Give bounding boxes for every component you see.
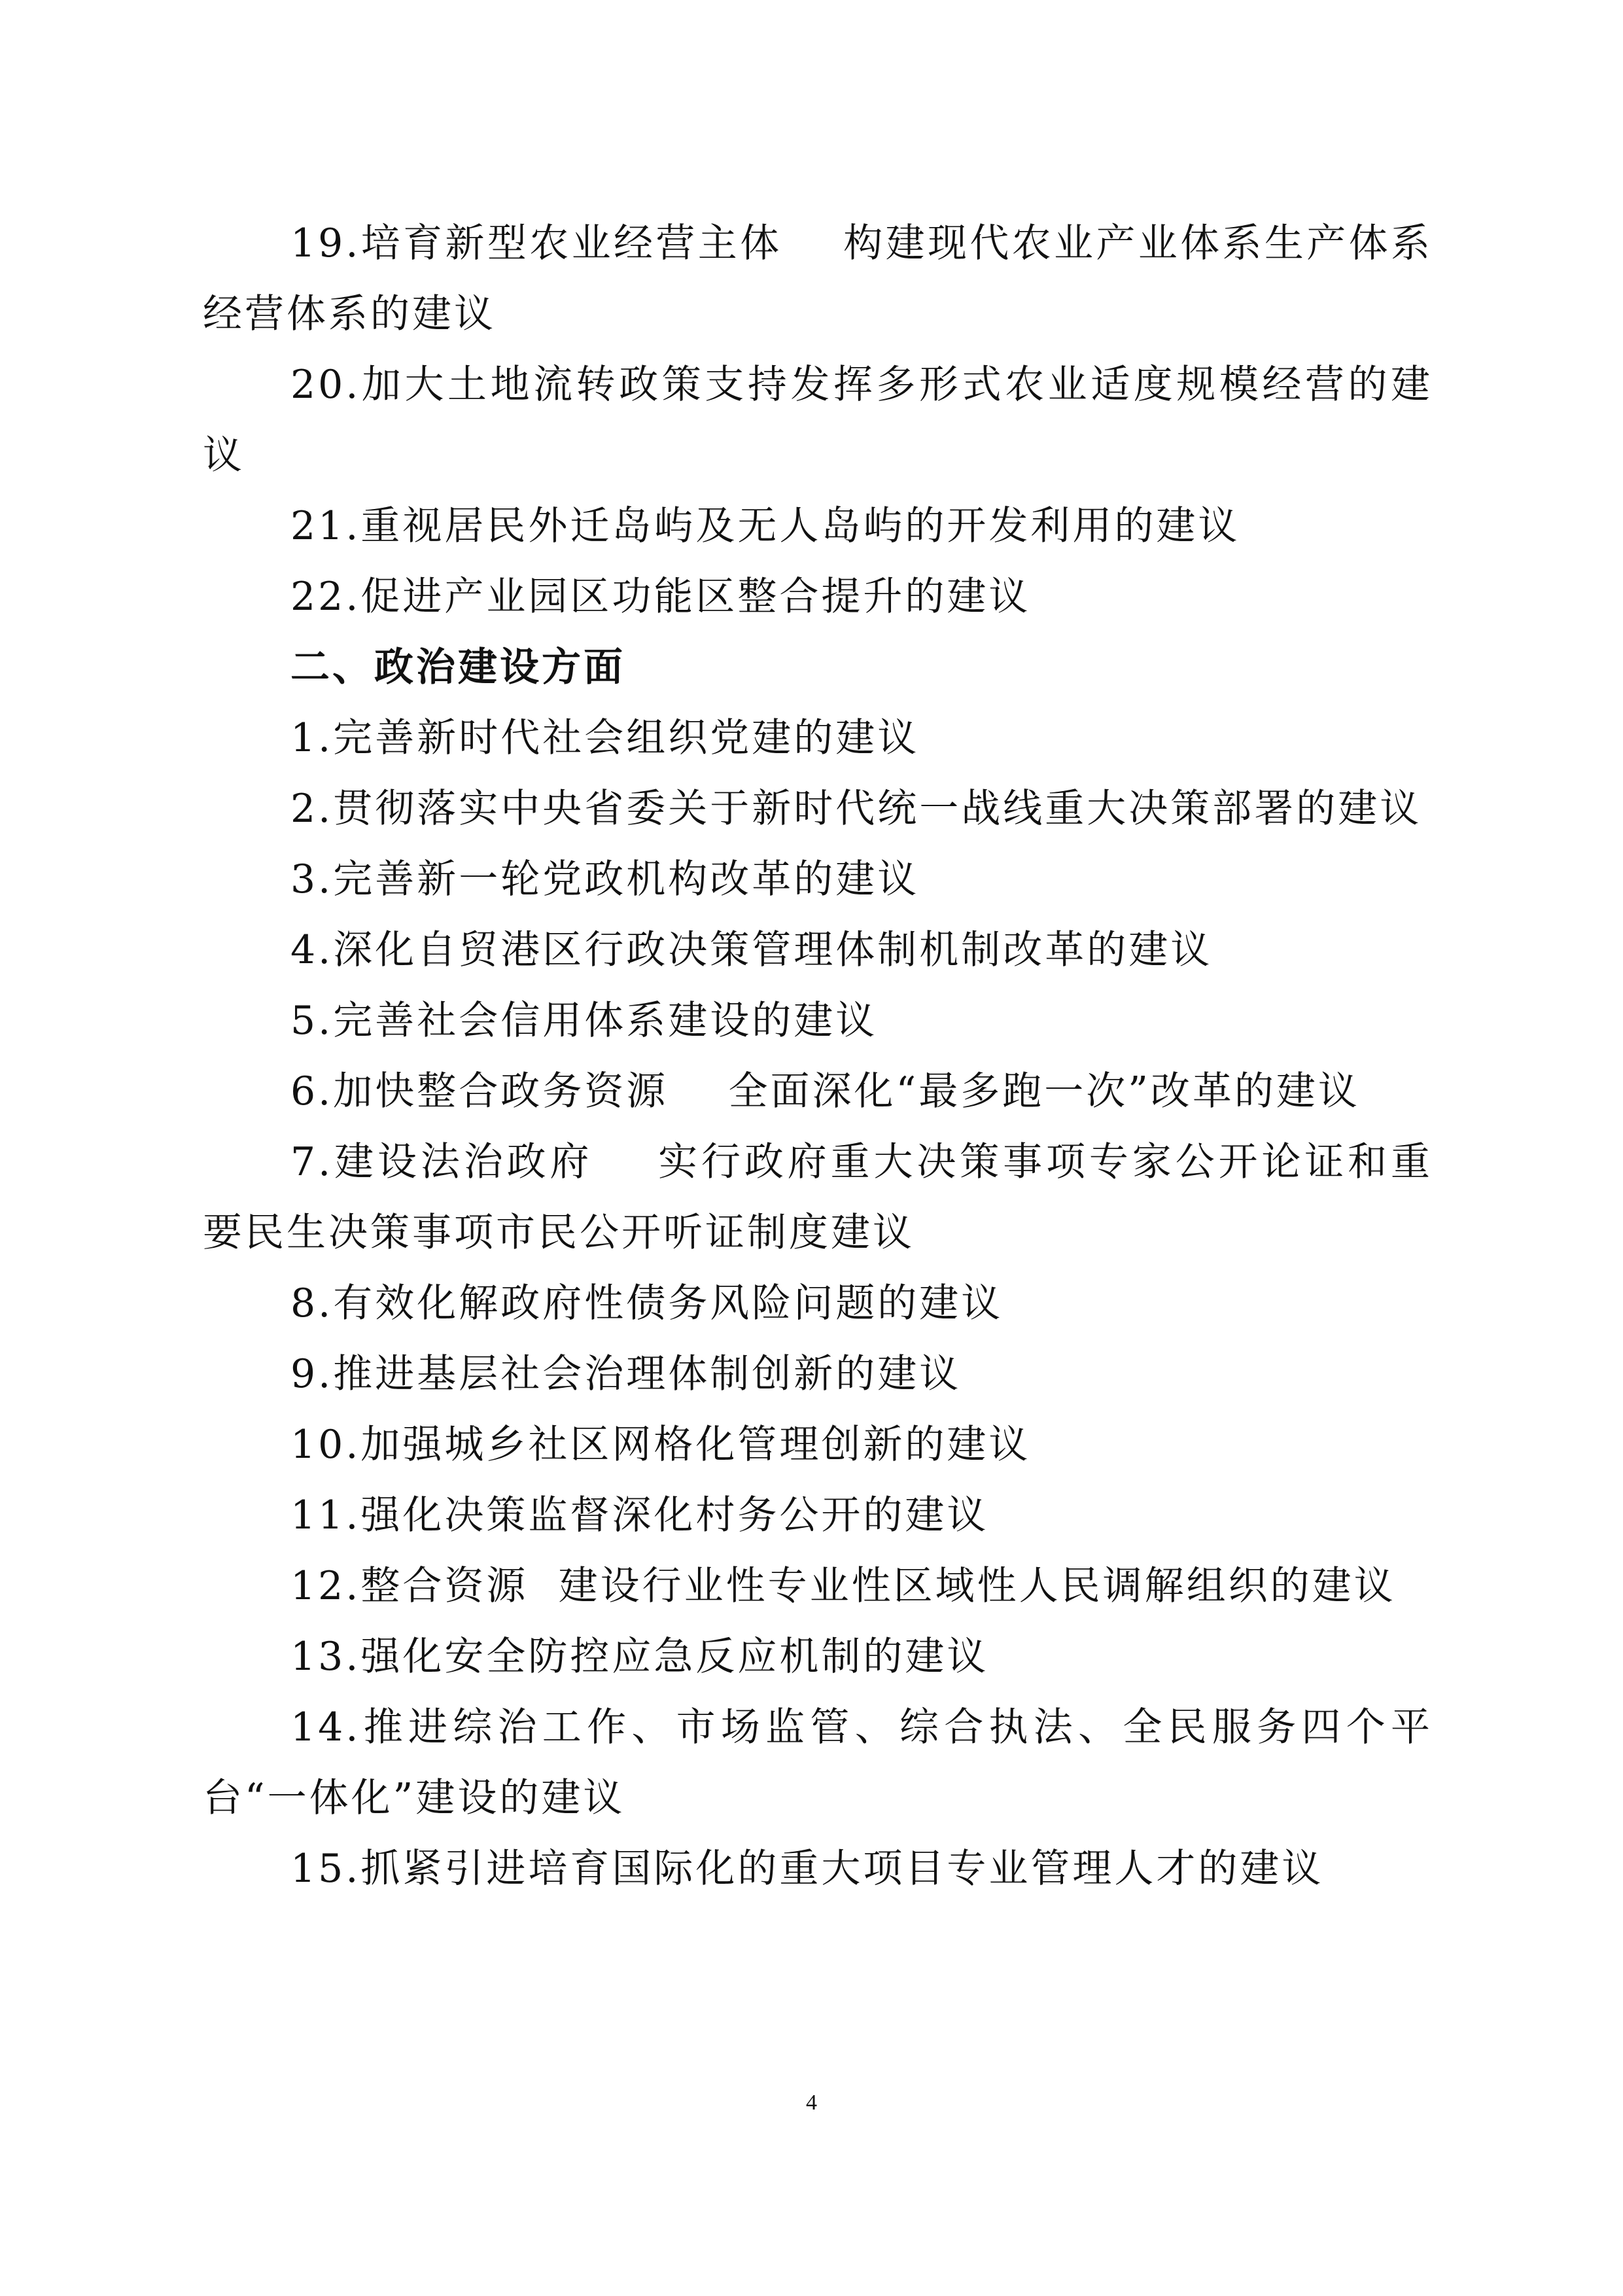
- section-heading: 二、政治建设方面: [290, 645, 625, 690]
- list-item: 22.促进产业园区功能区整合提升的建议: [290, 574, 1031, 620]
- list-item: 21.重视居民外迁岛屿及无人岛屿的开发利用的建议: [290, 503, 1240, 549]
- list-item: 3.完善新一轮党政机构改革的建议: [290, 857, 920, 902]
- list-item: 7.建设法治政府 实行政府重大决策事项专家公开论证和重要民生决策事项市民公开听证制度建议: [203, 1139, 1433, 1256]
- list-item: 1.完善新时代社会组织党建的建议: [290, 715, 920, 761]
- list-item: 13.强化安全防控应急反应机制的建议: [290, 1634, 989, 1680]
- list-item: 11.强化决策监督深化村务公开的建议: [290, 1492, 989, 1538]
- list-item: 2.贯彻落实中央省委关于新时代统一战线重大决策部署的建议: [290, 786, 1422, 832]
- list-item: 15.抓紧引进培育国际化的重大项目专业管理人才的建议: [290, 1846, 1324, 1892]
- list-item: 6.加快整合政务资源 全面深化“最多跑一次”改革的建议: [290, 1069, 1360, 1114]
- list-item: 9.推进基层社会治理体制创新的建议: [290, 1351, 962, 1397]
- list-item: 14.推进综治工作、市场监管、综合执法、全民服务四个平台“一体化”建设的建议: [203, 1704, 1433, 1821]
- page-content: [203, 208, 1433, 1904]
- list-item: 10.加强城乡社区网格化管理创新的建议: [290, 1422, 1031, 1468]
- list-item: 8.有效化解政府性债务风险问题的建议: [290, 1280, 1003, 1326]
- list-item: 4.深化自贸港区行政决策管理体制机制改革的建议: [290, 927, 1213, 973]
- list-item: 5.完善社会信用体系建设的建议: [290, 998, 878, 1044]
- list-item: 12.整合资源 建设行业性专业性区域性人民调解组织的建议: [290, 1563, 1396, 1609]
- list-item: 20.加大土地流转政策支持发挥多形式农业适度规模经营的建议: [203, 362, 1433, 478]
- page-number: 4: [806, 2091, 817, 2115]
- list-item: 19.培育新型农业经营主体 构建现代农业产业体系生产体系经营体系的建议: [203, 221, 1433, 337]
